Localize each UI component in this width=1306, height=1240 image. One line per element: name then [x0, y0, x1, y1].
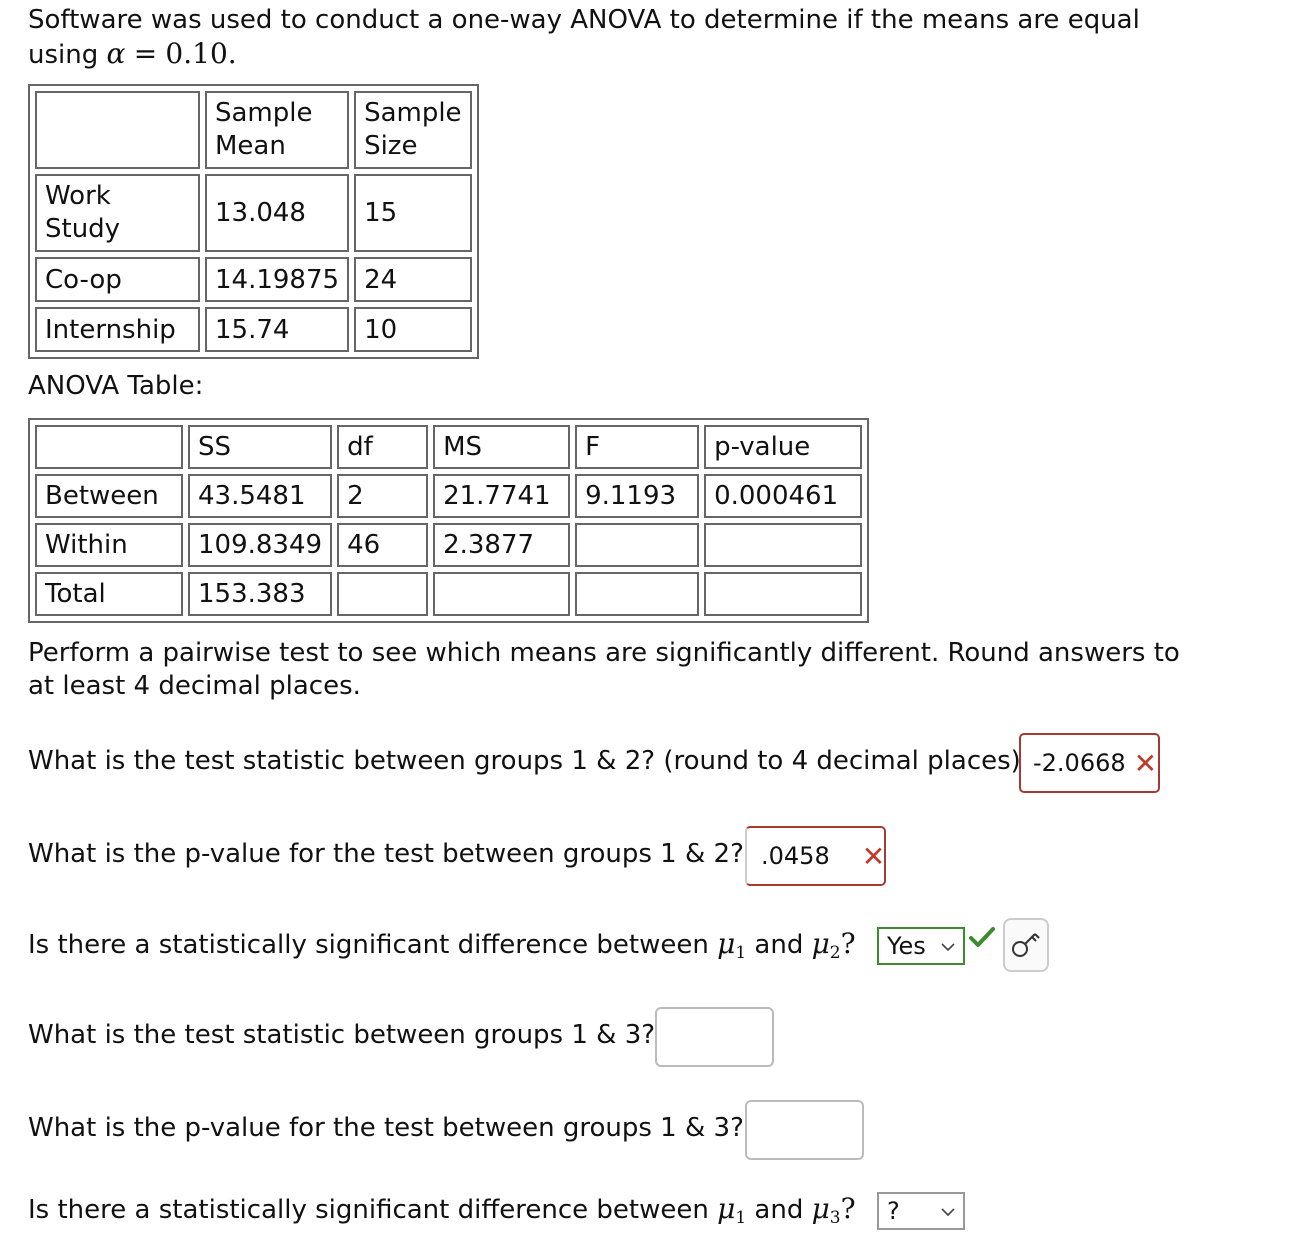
q5-text: What is the p-value for the test between groups 1 & 3? [28, 1113, 744, 1143]
anova-table-label: ANOVA Table: [28, 371, 204, 401]
q6-question-mark: ? [840, 1192, 856, 1225]
label-work: Work [45, 181, 111, 211]
anova-cell: 2 [337, 474, 428, 518]
anova-cell: 43.5481 [188, 474, 332, 518]
header-mean-line2: Mean [215, 131, 286, 161]
key-button[interactable] [1003, 918, 1049, 972]
q1-text: What is the test statistic between groups 1 & 2? (round to 4 decimal places) [28, 746, 1021, 776]
instructions-line1: Perform a pairwise test to see which means are significantly different. Round answers to [28, 638, 1180, 668]
q6-text [28, 1192, 856, 1235]
anova-cell: 46 [337, 523, 428, 567]
x-mark-icon: ✕ [861, 839, 886, 873]
intro-using: using [28, 40, 99, 70]
mu-symbol: μ [717, 1192, 736, 1225]
anova-cell [433, 572, 570, 616]
mu-subscript: 2 [829, 943, 841, 963]
summary-header-size [354, 91, 472, 169]
summary-cell-size: 15 [354, 174, 472, 252]
q3-question-mark: ? [840, 927, 856, 960]
anova-header-cell [35, 425, 183, 469]
q5-answer-field[interactable] [745, 1100, 864, 1160]
q1-answer-value: -2.0668 [1033, 749, 1126, 777]
q2-text: What is the p-value for the test between groups 1 & 2? [28, 839, 744, 869]
mu-subscript: 1 [735, 1208, 747, 1228]
key-icon [1005, 920, 1047, 970]
instructions-line2: at least 4 decimal places. [28, 671, 361, 701]
q4-answer-field[interactable] [655, 1007, 774, 1067]
anova-header-row [35, 425, 862, 469]
summary-cell-size: 10 [354, 307, 472, 352]
chevron-down-icon [939, 935, 957, 959]
anova-cell: 9.1193 [575, 474, 699, 518]
anova-cell [575, 572, 699, 616]
q3-and: and [754, 930, 804, 960]
anova-cell: 2.3877 [433, 523, 570, 567]
anova-cell: 0.000461 [704, 474, 862, 518]
q2-answer-value: .0458 [761, 842, 830, 870]
header-mean-line1: Sample [215, 98, 313, 128]
checkmark-icon [967, 925, 997, 951]
anova-table [28, 418, 869, 623]
anova-cell [704, 523, 862, 567]
anova-header-cell: MS [433, 425, 570, 469]
anova-row-total [35, 572, 862, 616]
anova-cell [337, 572, 428, 616]
summary-cell-mean: 13.048 [205, 174, 349, 252]
anova-header-cell: SS [188, 425, 332, 469]
alpha-symbol: α [106, 37, 126, 70]
summary-row-label [35, 174, 200, 252]
mu-subscript: 1 [735, 943, 747, 963]
chevron-down-icon [939, 1200, 957, 1224]
header-size-line1: Sample [364, 98, 462, 128]
q3-selected-value: Yes [887, 932, 926, 960]
q1-answer-field[interactable] [1019, 733, 1160, 793]
anova-cell: 21.7741 [433, 474, 570, 518]
summary-row-work-study [35, 174, 472, 252]
summary-row-internship [35, 307, 472, 352]
anova-cell: Within [35, 523, 183, 567]
mu-subscript: 3 [829, 1208, 841, 1228]
equals-sign: = [133, 37, 158, 70]
anova-row-between [35, 474, 862, 518]
anova-cell: 153.383 [188, 572, 332, 616]
anova-cell [575, 523, 699, 567]
summary-row-label: Co-op [35, 257, 200, 302]
summary-cell-size: 24 [354, 257, 472, 302]
summary-header-empty [35, 91, 200, 169]
mu-symbol: μ [717, 927, 736, 960]
summary-cell-mean: 15.74 [205, 307, 349, 352]
anova-cell: Between [35, 474, 183, 518]
q2-answer-field[interactable] [745, 826, 886, 886]
alpha-value: 0.10. [165, 37, 237, 70]
summary-row-coop [35, 257, 472, 302]
label-study: Study [45, 214, 121, 244]
x-mark-icon: ✕ [1133, 746, 1158, 780]
summary-table [28, 84, 479, 359]
anova-header-cell: p-value [704, 425, 862, 469]
anova-cell: Total [35, 572, 183, 616]
q6-selected-value: ? [887, 1197, 900, 1225]
mu-symbol: μ [811, 1192, 830, 1225]
anova-header-cell: F [575, 425, 699, 469]
mu-symbol: μ [811, 927, 830, 960]
q6-text-prefix: Is there a statistically significant difference between [28, 1195, 709, 1225]
anova-cell [704, 572, 862, 616]
anova-header-cell: df [337, 425, 428, 469]
intro-line2 [28, 37, 237, 72]
anova-row-within [35, 523, 862, 567]
q6-dropdown[interactable] [877, 1192, 965, 1230]
q3-text-prefix: Is there a statistically significant difference between [28, 930, 709, 960]
intro-line1: Software was used to conduct a one-way ANOVA to determine if the means are equal [28, 5, 1140, 35]
summary-row-label: Internship [35, 307, 200, 352]
q4-text: What is the test statistic between groups 1 & 3? [28, 1020, 656, 1050]
anova-cell: 109.8349 [188, 523, 332, 567]
q3-dropdown[interactable] [877, 927, 965, 965]
header-size-line2: Size [364, 131, 418, 161]
summary-header-row [35, 91, 472, 169]
summary-header-mean [205, 91, 349, 169]
summary-cell-mean: 14.19875 [205, 257, 349, 302]
q3-text [28, 927, 856, 970]
q6-and: and [754, 1195, 804, 1225]
